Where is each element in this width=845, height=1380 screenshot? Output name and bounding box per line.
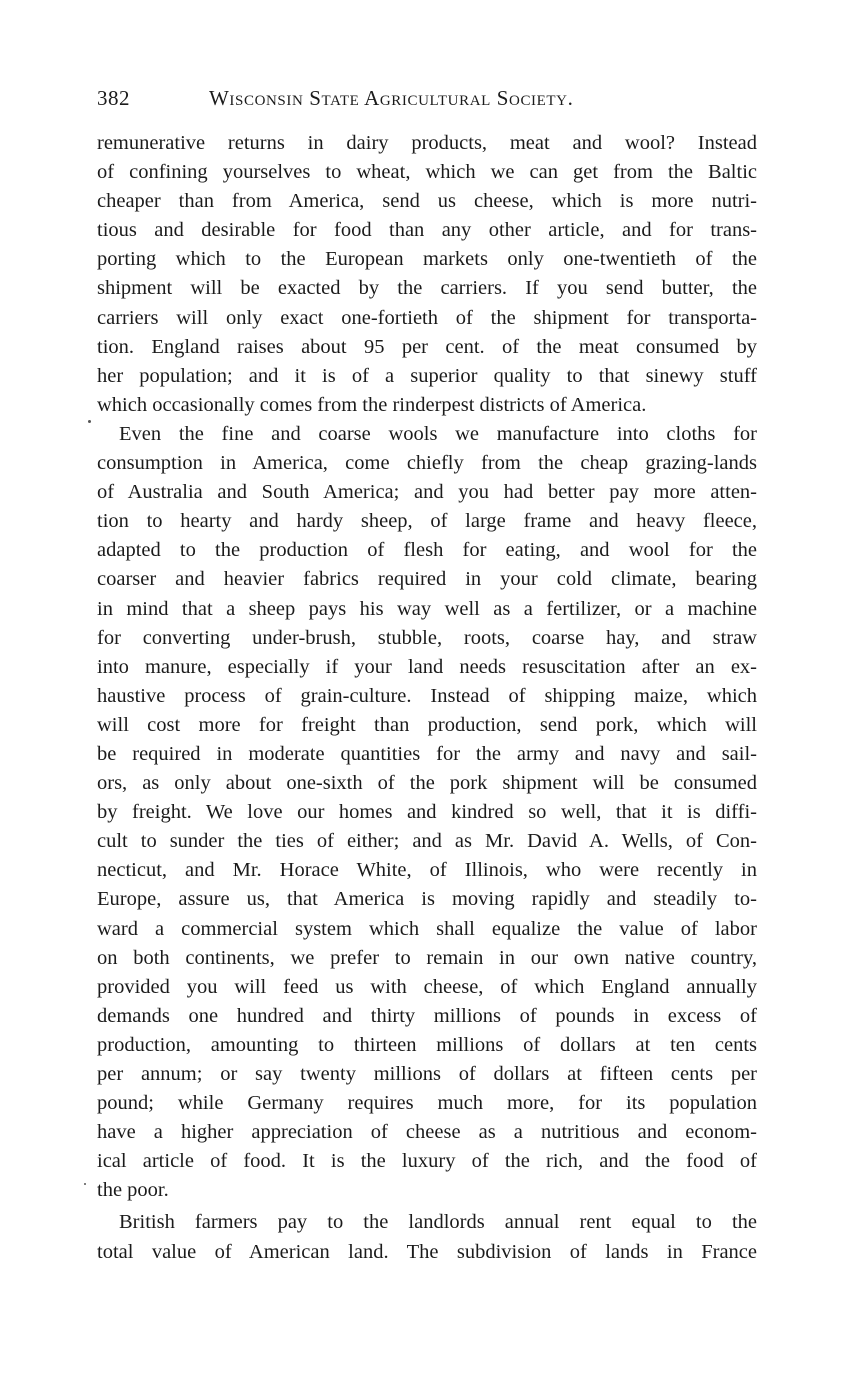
text-line: her population; and it is of a superior quality to that sinewy stuff (97, 364, 757, 387)
text-line: ors, as only about one-sixth of the pork shipment will be consumed (97, 772, 757, 795)
text-line: necticut, and Mr. Horace White, of Illinois, who were recently in (97, 859, 757, 882)
paragraph-2 (97, 420, 757, 1206)
text-line: into manure, especially if your land needs resuscitation after an ex- (97, 655, 757, 678)
text-line: shipment will be exacted by the carriers. If you send butter, the (97, 277, 757, 300)
body-text (97, 129, 757, 1267)
text-line: coarser and heavier fabrics required in your cold climate, bearing (97, 568, 757, 591)
text-line: total value of American land. The subdivision of lands in France (97, 1240, 757, 1263)
text-line: pound; while Germany requires much more, for its population (97, 1092, 757, 1115)
text-line: Even the fine and coarse wools we manufacture into cloths for (119, 422, 757, 445)
scan-speck (88, 420, 91, 423)
text-line: provided you will feed us with cheese, of which England annually (97, 975, 757, 998)
page-header (97, 86, 757, 116)
text-line: demands one hundred and thirty millions of pounds in excess of (97, 1004, 757, 1027)
text-line: have a higher appreciation of cheese as a nutritious and econom- (97, 1121, 757, 1144)
text-line: for converting under-brush, stubble, roots, coarse hay, and straw (97, 626, 757, 649)
text-line: per annum; or say twenty millions of dollars at fifteen cents per (97, 1063, 757, 1085)
scan-speck (84, 1183, 86, 1185)
text-line: carriers will only exact one-fortieth of the shipment for transporta- (97, 306, 757, 329)
text-line: which occasionally comes from the rinderpest districts of America. (97, 393, 647, 416)
text-line: by freight. We love our homes and kindred so well, that it is diffi- (97, 801, 757, 824)
text-line: be required in moderate quantities for the army and navy and sail- (97, 742, 757, 765)
paragraph-1 (97, 129, 757, 420)
text-line: will cost more for freight than production, send pork, which will (97, 713, 757, 736)
text-line: adapted to the production of flesh for eating, and wool for the (97, 539, 757, 562)
text-line: ical article of food. It is the luxury of the rich, and the food of (97, 1150, 757, 1173)
text-line: Europe, assure us, that America is moving rapidly and steadily to- (97, 888, 757, 911)
text-line: remunerative returns in dairy products, meat and wool? Instead (97, 132, 757, 154)
text-line: tion to hearty and hardy sheep, of large frame and heavy fleece, (97, 510, 757, 533)
text-line: cheaper than from America, send us cheese, which is more nutri- (97, 190, 757, 213)
text-line: tious and desirable for food than any other article, and for trans- (97, 219, 757, 242)
text-line: of Australia and South America; and you had better pay more atten- (97, 481, 757, 504)
text-line: in mind that a sheep pays his way well as a fertilizer, or a machine (97, 597, 757, 620)
running-head: Wisconsin State Agricultural Society. (209, 86, 574, 110)
paragraph-3 (97, 1208, 757, 1266)
text-line: cult to sunder the ties of either; and as Mr. David A. Wells, of Con- (97, 830, 757, 853)
text-line: of confining yourselves to wheat, which we can get from the Baltic (97, 161, 757, 184)
text-line: porting which to the European markets only one-twentieth of the (97, 248, 757, 271)
text-line: production, amounting to thirteen millions of dollars at ten cents (97, 1033, 757, 1056)
text-line: British farmers pay to the landlords annual rent equal to the (119, 1211, 757, 1234)
text-line: haustive process of grain-culture. Instead of shipping maize, which (97, 684, 757, 707)
text-line: on both continents, we prefer to remain in our own native country, (97, 946, 757, 969)
text-line: the poor. (97, 1179, 169, 1202)
page-number: 382 (97, 86, 130, 110)
text-line: tion. England raises about 95 per cent. of the meat consumed by (97, 335, 757, 358)
text-line: ward a commercial system which shall equalize the value of labor (97, 917, 757, 940)
text-line: consumption in America, come chiefly from the cheap grazing-lands (97, 452, 757, 475)
